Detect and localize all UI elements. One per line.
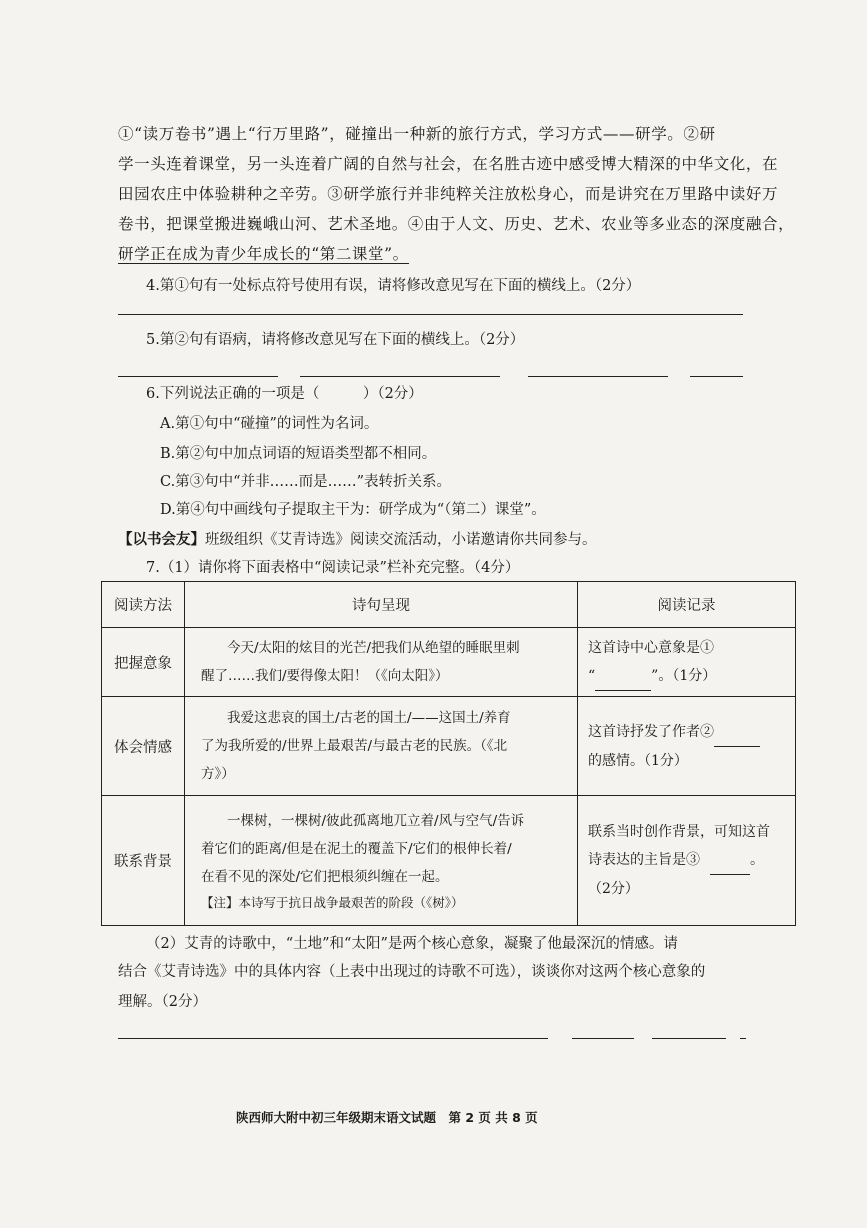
row-1-poem-line: 今天/太阳的炫目的光芒/把我们从绝望的睡眠里刺 [227, 640, 520, 656]
question-6-option-c: C.第③句中“并非……而是……”表转折关系。 [160, 474, 452, 490]
row-2-record-line: 这首诗抒发了作者② [588, 718, 787, 747]
row-1-method: 把握意象 [102, 628, 185, 697]
row-3-method: 联系背景 [102, 796, 185, 926]
question-7-part-1: 7.（1）请你将下面表格中“阅读记录”栏补充完整。（4分） [146, 560, 520, 576]
answer-blank-1[interactable] [595, 662, 651, 691]
question-7-part-2-line-1: （2）艾青的诗歌中，“土地”和“太阳”是两个核心意象，凝聚了他最深沉的情感。请 [146, 936, 678, 952]
answer-line-q5-seg4[interactable] [690, 376, 743, 377]
row-2-poem [185, 697, 578, 796]
question-4: 4.第①句有一处标点符号使用有误，请将修改意见写在下面的横线上。（2分） [146, 278, 641, 294]
row-3-record-line: 诗表达的主旨是③ 。 [588, 846, 787, 875]
row-1-poem [185, 628, 578, 697]
question-6-option-b: B.第②句中加点词语的短语类型都不相同。 [160, 446, 437, 462]
passage-line-2: 学一头连着课堂，另一头连着广阔的自然与社会，在名胜古迹中感受博大精深的中华文化，在 [118, 155, 779, 173]
question-6-option-a: A.第①句中“碰撞”的词性为名词。 [160, 416, 379, 432]
underlined-sentence: 研学正在成为青少年成长的“第二课堂”。 [118, 245, 409, 263]
row-1-record-line: “ ”。（1分） [588, 662, 787, 691]
row-3-poem-line: 着它们的距离/但是在泥土的覆盖下/它们的根伸长着/ [201, 840, 512, 857]
row-1-poem-line: 醒了……我们/要得像太阳！（《向太阳》） [201, 668, 449, 684]
answer-blank-3[interactable] [710, 846, 750, 875]
question-7-part-2-line-3: 理解。（2分） [118, 994, 207, 1010]
answer-line-q7-seg1[interactable] [118, 1038, 548, 1039]
reading-record-table [101, 581, 796, 926]
question-6-option-d: D.第④句中画线句子提取主干为：研学成为“（第二）课堂”。 [160, 502, 546, 518]
passage-line-1: ①“读万卷书”遇上“行万里路”，碰撞出一种新的旅行方式，学习方式——研学。②研 [118, 125, 716, 143]
question-6-stem: 6.下列说法正确的一项是（ ）（2分） [146, 386, 423, 402]
row-2-record-line: 的感情。（1分） [588, 752, 688, 769]
row-1-record-line: 这首诗中心意象是① [588, 639, 714, 656]
section-intro [118, 530, 597, 550]
row-3-record-line: 联系当时创作背景，可知这首 [588, 824, 770, 840]
page-footer: 陕西师大附中初三年级期末语文试题 第 2 页 共 8 页 [236, 1110, 538, 1125]
section-tag: 【以书会友】 [118, 532, 205, 548]
passage-line-5 [118, 244, 409, 264]
row-3-record-line: （2分） [588, 881, 639, 897]
answer-line-q5-seg3[interactable] [528, 376, 668, 377]
answer-line-q4[interactable] [118, 314, 743, 315]
answer-line-q7-seg4[interactable] [740, 1038, 746, 1039]
answer-line-q5-seg2[interactable] [300, 376, 500, 377]
row-3-poem [185, 796, 578, 926]
row-2-poem-line: 了为我所爱的/世界上最艰苦/与最古老的民族。（《北 [201, 738, 508, 754]
section-text: 班级组织《艾青诗选》阅读交流活动，小诺邀请你共同参与。 [205, 532, 597, 548]
row-3-record [578, 796, 796, 926]
question-5: 5.第②句有语病，请将修改意见写在下面的横线上。（2分） [146, 332, 525, 348]
row-2-poem-line: 方》） [201, 766, 235, 782]
passage-line-3: 田园农庄中体验耕种之辛劳。③研学旅行并非纯粹关注放松身心，而是讲究在万里路中读好万 [118, 185, 779, 203]
question-7-part-2-line-2: 结合《艾青诗选》中的具体内容（上表中出现过的诗歌不可选），谈谈你对这两个核心意象的 [118, 964, 706, 980]
answer-line-q7-seg2[interactable] [572, 1038, 634, 1039]
row-2-method: 体会情感 [102, 697, 185, 796]
row-1-record [578, 628, 796, 697]
header-record: 阅读记录 [578, 582, 796, 628]
row-3-poem-note: 【注】本诗写于抗日战争最艰苦的阶段（《树》） [201, 894, 464, 910]
row-3-poem-line: 在看不见的深处/它们把根须纠缠在一起。 [201, 868, 449, 885]
passage-line-4: 卷书，把课堂搬进巍峨山河、艺术圣地。④由于人文、历史、艺术、农业等多业态的深度融合， [118, 215, 795, 233]
header-poem: 诗句呈现 [185, 582, 578, 628]
answer-line-q5-seg1[interactable] [118, 376, 278, 377]
row-2-record [578, 697, 796, 796]
header-method: 阅读方法 [102, 582, 185, 628]
row-3-poem-line: 一棵树，一棵树/彼此孤离地兀立着/风与空气/告诉 [227, 812, 525, 829]
row-2-poem-line: 我爱这悲哀的国土/古老的国土/——这国土/养育 [227, 710, 511, 726]
answer-line-q7-seg3[interactable] [652, 1038, 726, 1039]
answer-blank-2[interactable] [714, 718, 760, 747]
